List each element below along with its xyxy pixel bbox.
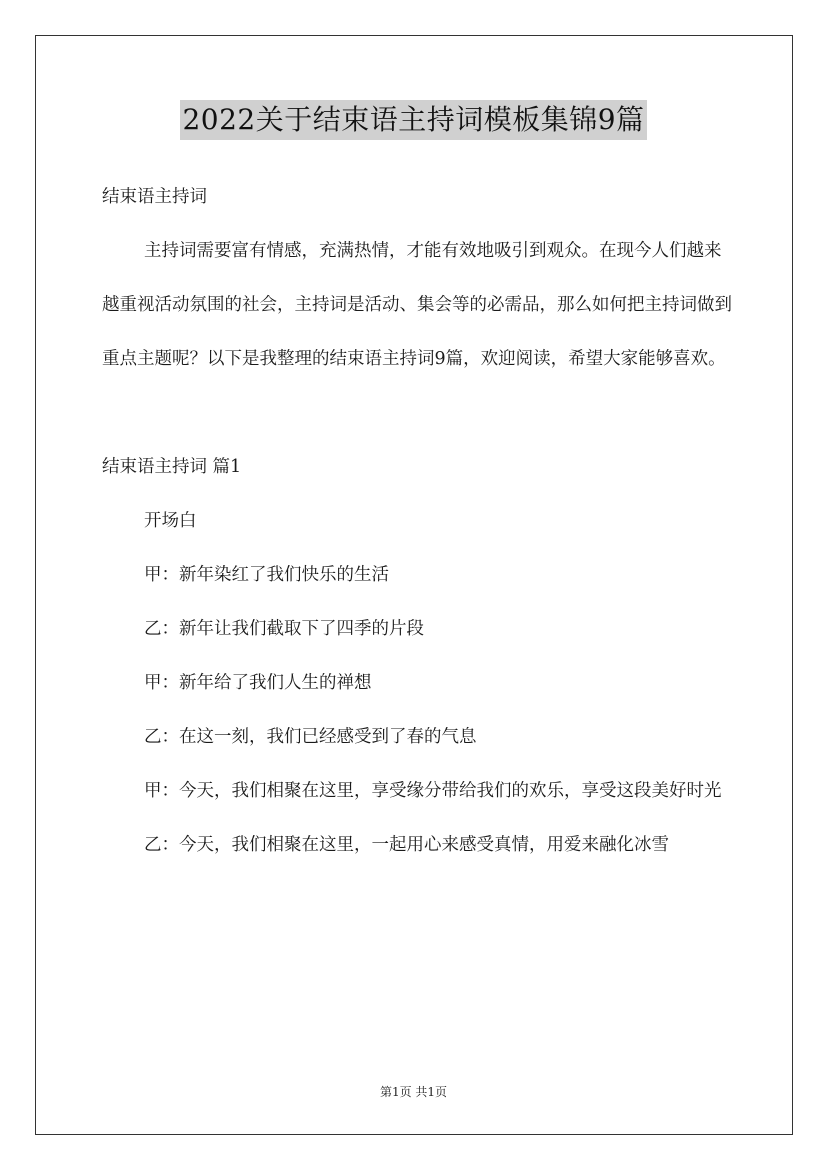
paragraph-line: 甲：今天，我们相聚在这里，享受缘分带给我们的欢乐，享受这段美好时光 xyxy=(144,781,722,801)
document-title: 2022关于结束语主持词模板集锦9篇 xyxy=(180,100,646,140)
paragraph-line: 乙：在这一刻，我们已经感受到了春的气息 xyxy=(144,727,477,747)
title-container xyxy=(0,100,827,140)
paragraph-line: 乙：今天，我们相聚在这里，一起用心来感受真情，用爱来融化冰雪 xyxy=(144,835,669,855)
section-spacer xyxy=(102,386,738,440)
paragraph-line: 乙：新年让我们截取下了四季的片段 xyxy=(144,619,424,639)
document-body xyxy=(102,170,738,872)
section-heading: 结束语主持词 篇1 xyxy=(102,457,242,477)
intro-heading: 结束语主持词 xyxy=(102,187,207,207)
paragraph-line: 甲：新年染红了我们快乐的生活 xyxy=(144,565,389,585)
paragraph-line: 开场白 xyxy=(144,511,197,531)
intro-paragraph: 主持词需要富有情感，充满热情，才能有效地吸引到观众。在现今人们越来越重视活动氛围的社会，主持词是活动、集会等的必需品，那么如何把主持词做到重点主题呢？以下是我整理的结束语主持词9篇，欢迎阅读，希望大家能够喜欢。 xyxy=(102,241,732,369)
page-footer: 第1页 共1页 xyxy=(379,1085,448,1099)
paragraph-line: 甲：新年给了我们人生的禅想 xyxy=(144,673,372,693)
